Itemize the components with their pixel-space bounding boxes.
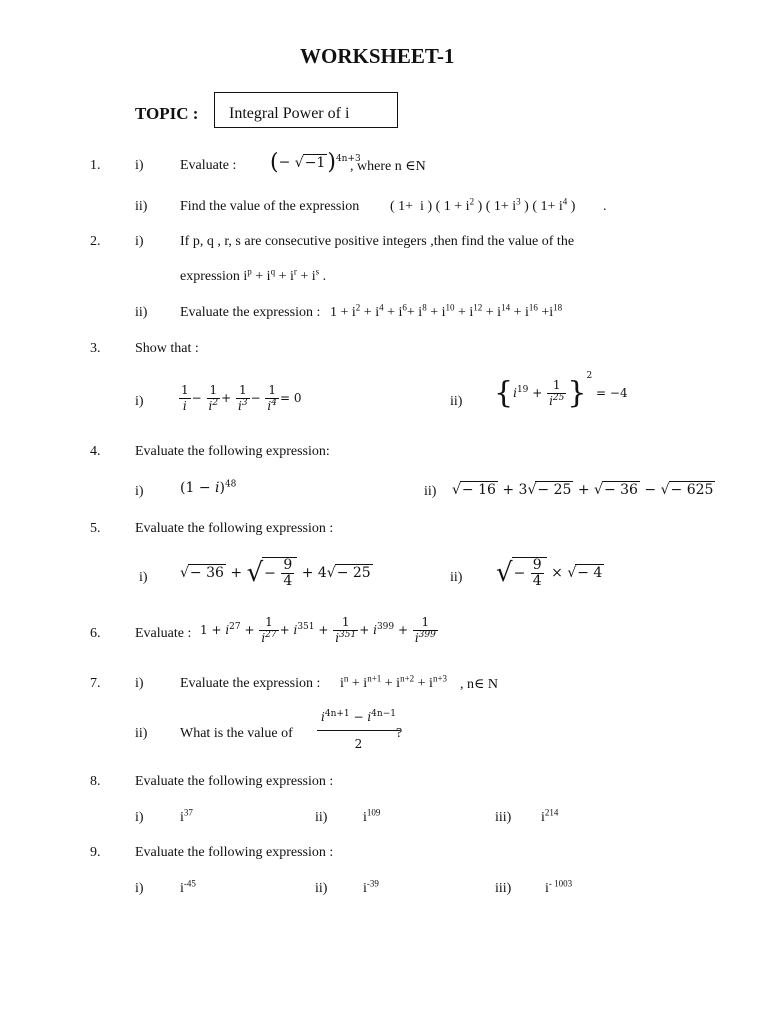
question-tail: , where n ∈N: [350, 159, 426, 174]
part-label: i): [135, 158, 144, 173]
math-expression: $\frac{1}{i}$ − $\frac{1}{i^2}$ + $\frac{1}{i^3}$ − $\frac{1}{i^4}$ = 0: [181, 383, 302, 413]
question-text: If p, q , r, s are consecutive positive integers ,then find the value of the: [180, 234, 575, 249]
question-number: 1.: [90, 158, 101, 173]
part-label: ii): [315, 810, 328, 825]
math-expression: $(1 - i)^{48}$: [180, 479, 237, 496]
part-label: iii): [495, 881, 512, 896]
worksheet-title: WORKSHEET-1: [300, 44, 455, 68]
question-number: 3.: [90, 341, 101, 356]
math-expression: ( 1+ i ) ( $1 + i^2$ ) ( $1+ i^3$ ) ( $1+ i^4$ ): [390, 196, 576, 214]
question-text: Find the value of the expression: [180, 199, 360, 214]
question-text: Evaluate the following expression :: [135, 774, 334, 789]
question-text: Evaluate the following expression:: [135, 444, 330, 459]
question-text: What is the value of: [180, 726, 293, 741]
part-label: i): [135, 810, 144, 825]
part-label: i): [135, 394, 144, 409]
part-label: ii): [450, 570, 463, 585]
question-text: Evaluate :: [135, 626, 192, 641]
math-expression: √− 16 + 3√− 25 + √− 36 − √− 625: [452, 482, 714, 498]
part-label: ii): [424, 484, 437, 499]
question-tail: .: [603, 199, 607, 214]
part-label: ii): [450, 394, 463, 409]
part-label: ii): [135, 199, 148, 214]
question-text: Evaluate the expression :: [180, 676, 321, 691]
question-number: 7.: [90, 676, 101, 691]
topic-value: Integral Power of i: [229, 105, 350, 122]
question-text-line2: expression $i^p + i^q + i^r + i^s$ .: [180, 266, 327, 284]
part-label: ii): [315, 881, 328, 896]
math-expression: $i^{37}$: [180, 807, 193, 825]
math-expression: (− √−1)$^{4n+3}$: [270, 150, 361, 175]
question-text: Evaluate :: [180, 158, 237, 173]
question-text: Evaluate the following expression :: [135, 845, 334, 860]
question-number: 6.: [90, 626, 101, 641]
math-expression: $i^{214}$: [541, 807, 559, 825]
part-label: ii): [135, 726, 148, 741]
math-expression: $i^{-39}$: [363, 878, 379, 896]
question-number: 5.: [90, 521, 101, 536]
question-text: Evaluate the following expression :: [135, 521, 334, 536]
part-label: i): [135, 676, 144, 691]
math-expression: $\frac{i^{4n+1} - i^{4n-1}}{2}$: [316, 710, 401, 752]
math-expression: $i^{-45}$: [180, 878, 196, 896]
part-label: iii): [495, 810, 512, 825]
math-expression: $i^n + i^{n+1} + i^{n+2} + i^{n+3}$: [340, 673, 448, 691]
question-number: 4.: [90, 444, 101, 459]
math-expression: √− $\frac{9}{4}$ × √− 4: [496, 557, 603, 589]
question-text: Evaluate the expression :: [180, 305, 321, 320]
math-expression: $1 + i^{27}$ + $\frac{1}{i^{27}}$ + $i^{351}$ + $\frac{1}{i^{351}}$ + $i^{399}$ + $\frac{1}{i^{399}}$: [200, 615, 436, 645]
part-label: i): [135, 234, 144, 249]
topic-label: TOPIC :: [135, 104, 199, 123]
math-expression: $i^{109}$: [363, 807, 381, 825]
math-expression: √− 36 + √− $\frac{9}{4}$ + 4√− 25: [180, 557, 371, 589]
question-number: 2.: [90, 234, 101, 249]
question-tail: , n∈ N: [460, 677, 498, 692]
part-label: i): [135, 484, 144, 499]
math-expression: {$i^{19}$ + $\frac{1}{i^{25}}$ }$^2$ = −4: [494, 371, 628, 411]
question-number: 8.: [90, 774, 101, 789]
math-expression: $1 + i^2 + i^4 + i^6+ i^8 + i^{10} + i^{12} + i^{14} + i^{16} +i^{18}$: [330, 302, 563, 320]
part-label: ii): [135, 305, 148, 320]
part-label: i): [135, 881, 144, 896]
exponent: 4n+3: [335, 153, 361, 164]
question-number: 9.: [90, 845, 101, 860]
part-label: i): [139, 570, 148, 585]
math-expression: $i^{- 1003}$: [545, 878, 573, 896]
question-text: Show that :: [135, 341, 199, 356]
question-tail: ?: [396, 726, 403, 741]
